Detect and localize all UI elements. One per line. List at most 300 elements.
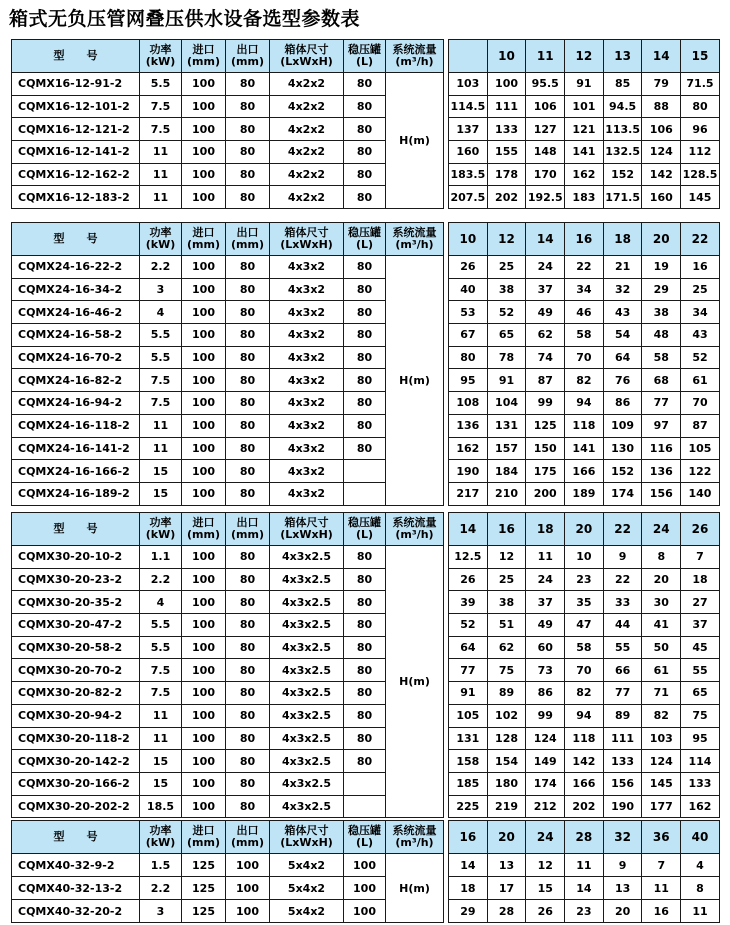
head-value: 43 xyxy=(681,324,720,347)
outlet-cell: 80 xyxy=(226,324,270,347)
outlet-cell: 80 xyxy=(226,659,270,682)
header-outlet: 出口 (mm) xyxy=(226,513,270,546)
inlet-cell: 100 xyxy=(182,95,226,118)
head-value: 141 xyxy=(565,437,604,460)
inlet-cell: 100 xyxy=(182,437,226,460)
head-value: 78 xyxy=(487,346,526,369)
power-cell: 15 xyxy=(140,460,182,483)
head-value: 75 xyxy=(487,659,526,682)
size-cell: 4x2x2 xyxy=(270,95,344,118)
tank-cell: 80 xyxy=(344,301,386,324)
table-row xyxy=(12,414,720,437)
head-value: 61 xyxy=(642,659,681,682)
table-row xyxy=(12,163,720,186)
head-value: 89 xyxy=(487,682,526,705)
head-value: 116 xyxy=(642,437,681,460)
head-value: 58 xyxy=(565,636,604,659)
head-value: 171.5 xyxy=(603,186,642,209)
head-value: 136 xyxy=(642,460,681,483)
size-cell: 4x3x2 xyxy=(270,460,344,483)
power-cell: 7.5 xyxy=(140,369,182,392)
head-value: 131 xyxy=(487,414,526,437)
header-tank: 稳压罐 (L) xyxy=(344,513,386,546)
head-value: 202 xyxy=(487,186,526,209)
outlet-cell: 80 xyxy=(226,118,270,141)
head-value: 162 xyxy=(681,795,720,818)
header-flow: 系统流量 (m³/h) xyxy=(386,40,444,73)
header-inlet: 进口 (mm) xyxy=(182,821,226,854)
head-value: 35 xyxy=(565,591,604,614)
header-model: 型 号 xyxy=(12,513,140,546)
size-cell: 5x4x2 xyxy=(270,877,344,900)
table-row xyxy=(12,704,720,727)
head-value: 170 xyxy=(526,163,565,186)
head-value: 75 xyxy=(681,704,720,727)
power-cell: 11 xyxy=(140,414,182,437)
size-cell: 4x3x2 xyxy=(270,278,344,301)
head-value: 127 xyxy=(526,118,565,141)
head-value: 145 xyxy=(642,772,681,795)
head-value: 106 xyxy=(642,118,681,141)
head-value: 114.5 xyxy=(449,95,488,118)
model-cell: CQMX40-32-9-2 xyxy=(12,854,140,877)
head-value: 85 xyxy=(603,73,642,96)
table-row xyxy=(12,636,720,659)
size-cell: 4x3x2.5 xyxy=(270,659,344,682)
head-value: 112 xyxy=(681,141,720,164)
head-value: 87 xyxy=(681,414,720,437)
tank-cell: 80 xyxy=(344,727,386,750)
tank-cell: 100 xyxy=(344,877,386,900)
head-value: 77 xyxy=(603,682,642,705)
table-row xyxy=(12,682,720,705)
head-value: 124 xyxy=(526,727,565,750)
head-value: 29 xyxy=(449,900,488,923)
inlet-cell: 100 xyxy=(182,704,226,727)
model-cell: CQMX16-12-91-2 xyxy=(12,73,140,96)
head-value: 207.5 xyxy=(449,186,488,209)
head-value: 91 xyxy=(449,682,488,705)
head-value: 41 xyxy=(642,614,681,637)
header-flow-value: 28 xyxy=(565,821,604,854)
table-row xyxy=(12,568,720,591)
head-value: 18 xyxy=(449,877,488,900)
head-value: 121 xyxy=(565,118,604,141)
head-value: 94.5 xyxy=(603,95,642,118)
head-value: 124 xyxy=(642,141,681,164)
table-row xyxy=(12,118,720,141)
power-cell: 11 xyxy=(140,704,182,727)
head-value: 70 xyxy=(681,392,720,415)
head-value: 17 xyxy=(487,877,526,900)
header-flow-value: 14 xyxy=(642,40,681,73)
power-cell: 15 xyxy=(140,772,182,795)
head-value: 12 xyxy=(526,854,565,877)
head-value: 190 xyxy=(603,795,642,818)
head-value: 130 xyxy=(603,437,642,460)
head-value: 111 xyxy=(487,95,526,118)
tank-cell xyxy=(344,795,386,818)
head-value: 26 xyxy=(449,256,488,279)
head-value: 133 xyxy=(603,750,642,773)
tank-cell: 80 xyxy=(344,118,386,141)
head-value: 37 xyxy=(681,614,720,637)
tank-cell: 80 xyxy=(344,186,386,209)
size-cell: 4x3x2.5 xyxy=(270,591,344,614)
model-cell: CQMX30-20-23-2 xyxy=(12,568,140,591)
head-value: 184 xyxy=(487,460,526,483)
model-cell: CQMX24-16-34-2 xyxy=(12,278,140,301)
model-cell: CQMX30-20-35-2 xyxy=(12,591,140,614)
head-value: 55 xyxy=(681,659,720,682)
head-value: 82 xyxy=(642,704,681,727)
model-cell: CQMX30-20-58-2 xyxy=(12,636,140,659)
spec-table-2 xyxy=(11,222,720,506)
outlet-cell: 80 xyxy=(226,460,270,483)
head-value: 11 xyxy=(681,900,720,923)
inlet-cell: 100 xyxy=(182,750,226,773)
head-value: 183.5 xyxy=(449,163,488,186)
head-value: 23 xyxy=(565,568,604,591)
model-cell: CQMX16-12-121-2 xyxy=(12,118,140,141)
header-flow-value: 20 xyxy=(487,821,526,854)
head-value: 58 xyxy=(642,346,681,369)
table-row xyxy=(12,614,720,637)
head-value: 7 xyxy=(642,854,681,877)
head-value: 37 xyxy=(526,591,565,614)
power-cell: 7.5 xyxy=(140,682,182,705)
head-value: 225 xyxy=(449,795,488,818)
outlet-cell: 80 xyxy=(226,772,270,795)
head-value: 16 xyxy=(681,256,720,279)
outlet-cell: 80 xyxy=(226,95,270,118)
outlet-cell: 80 xyxy=(226,186,270,209)
head-value: 38 xyxy=(487,591,526,614)
head-value: 122 xyxy=(681,460,720,483)
outlet-cell: 80 xyxy=(226,614,270,637)
size-cell: 5x4x2 xyxy=(270,900,344,923)
tank-cell: 80 xyxy=(344,392,386,415)
header-flow-value: 14 xyxy=(526,223,565,256)
outlet-cell: 80 xyxy=(226,704,270,727)
header-flow-value: 10 xyxy=(449,223,488,256)
outlet-cell: 80 xyxy=(226,636,270,659)
head-value: 114 xyxy=(681,750,720,773)
head-value: 94 xyxy=(565,704,604,727)
head-value: 89 xyxy=(603,704,642,727)
head-value: 48 xyxy=(642,324,681,347)
inlet-cell: 100 xyxy=(182,73,226,96)
head-value: 12 xyxy=(487,546,526,569)
size-cell: 4x3x2 xyxy=(270,301,344,324)
tank-cell: 80 xyxy=(344,636,386,659)
head-value: 13 xyxy=(487,854,526,877)
tank-cell: 80 xyxy=(344,324,386,347)
head-value: 105 xyxy=(681,437,720,460)
table-row xyxy=(12,460,720,483)
size-cell: 4x3x2.5 xyxy=(270,795,344,818)
head-value: 26 xyxy=(526,900,565,923)
header-power: 功率 (kW) xyxy=(140,513,182,546)
inlet-cell: 100 xyxy=(182,186,226,209)
head-value: 14 xyxy=(565,877,604,900)
model-cell: CQMX24-16-46-2 xyxy=(12,301,140,324)
head-value: 180 xyxy=(487,772,526,795)
header-flow-value: 22 xyxy=(603,513,642,546)
size-cell: 4x3x2 xyxy=(270,414,344,437)
head-value: 202 xyxy=(565,795,604,818)
inlet-cell: 100 xyxy=(182,118,226,141)
model-cell: CQMX30-20-142-2 xyxy=(12,750,140,773)
head-value: 51 xyxy=(487,614,526,637)
inlet-cell: 100 xyxy=(182,163,226,186)
header-flow-value: 11 xyxy=(526,40,565,73)
head-value: 109 xyxy=(603,414,642,437)
head-value: 108 xyxy=(449,392,488,415)
head-value: 157 xyxy=(487,437,526,460)
inlet-cell: 100 xyxy=(182,636,226,659)
header-flow-value: 20 xyxy=(642,223,681,256)
head-value: 43 xyxy=(603,301,642,324)
head-value: 160 xyxy=(449,141,488,164)
header-model: 型 号 xyxy=(12,821,140,854)
head-value: 64 xyxy=(449,636,488,659)
head-value: 52 xyxy=(681,346,720,369)
table-row xyxy=(12,772,720,795)
model-cell: CQMX24-16-94-2 xyxy=(12,392,140,415)
size-cell: 4x2x2 xyxy=(270,141,344,164)
tank-cell: 80 xyxy=(344,278,386,301)
head-value: 66 xyxy=(603,659,642,682)
model-cell: CQMX16-12-183-2 xyxy=(12,186,140,209)
model-cell: CQMX30-20-70-2 xyxy=(12,659,140,682)
table-row xyxy=(12,369,720,392)
header-outlet: 出口 (mm) xyxy=(226,223,270,256)
head-value: 133 xyxy=(681,772,720,795)
head-value: 91 xyxy=(487,369,526,392)
head-value: 128 xyxy=(487,727,526,750)
head-value: 65 xyxy=(487,324,526,347)
power-cell: 3 xyxy=(140,900,182,923)
size-cell: 4x3x2.5 xyxy=(270,614,344,637)
head-value: 162 xyxy=(565,163,604,186)
header-flow-value: 16 xyxy=(565,223,604,256)
header-inlet: 进口 (mm) xyxy=(182,513,226,546)
head-value: 174 xyxy=(603,482,642,505)
head-value: 150 xyxy=(526,437,565,460)
head-value: 210 xyxy=(487,482,526,505)
table-row xyxy=(12,186,720,209)
power-cell: 15 xyxy=(140,750,182,773)
tank-cell: 80 xyxy=(344,369,386,392)
table-row xyxy=(12,301,720,324)
head-value: 53 xyxy=(449,301,488,324)
header-size: 箱体尺寸 (LxWxH) xyxy=(270,513,344,546)
head-value: 82 xyxy=(565,682,604,705)
head-value: 44 xyxy=(603,614,642,637)
header-inlet: 进口 (mm) xyxy=(182,223,226,256)
head-value: 38 xyxy=(487,278,526,301)
head-value: 88 xyxy=(642,95,681,118)
tank-cell: 80 xyxy=(344,346,386,369)
head-value: 140 xyxy=(681,482,720,505)
head-value: 4 xyxy=(681,854,720,877)
inlet-cell: 100 xyxy=(182,346,226,369)
head-value: 37 xyxy=(526,278,565,301)
head-value: 91 xyxy=(565,73,604,96)
head-value: 142 xyxy=(565,750,604,773)
size-cell: 4x3x2 xyxy=(270,437,344,460)
inlet-cell: 125 xyxy=(182,900,226,923)
model-cell: CQMX30-20-10-2 xyxy=(12,546,140,569)
head-value: 80 xyxy=(449,346,488,369)
head-value: 118 xyxy=(565,727,604,750)
head-value: 152 xyxy=(603,163,642,186)
header-flow-value xyxy=(449,40,488,73)
head-value: 49 xyxy=(526,301,565,324)
size-cell: 4x3x2.5 xyxy=(270,727,344,750)
inlet-cell: 100 xyxy=(182,546,226,569)
head-value: 25 xyxy=(487,568,526,591)
header-model: 型 号 xyxy=(12,223,140,256)
head-value: 71.5 xyxy=(681,73,720,96)
outlet-cell: 80 xyxy=(226,750,270,773)
tank-cell xyxy=(344,772,386,795)
inlet-cell: 100 xyxy=(182,460,226,483)
size-cell: 4x3x2.5 xyxy=(270,750,344,773)
head-value: 162 xyxy=(449,437,488,460)
head-value: 50 xyxy=(642,636,681,659)
head-value: 11 xyxy=(642,877,681,900)
header-flow-value: 40 xyxy=(681,821,720,854)
head-value: 55 xyxy=(603,636,642,659)
header-power: 功率 (kW) xyxy=(140,40,182,73)
power-cell: 18.5 xyxy=(140,795,182,818)
head-value: 13 xyxy=(603,877,642,900)
power-cell: 4 xyxy=(140,591,182,614)
head-value: 25 xyxy=(487,256,526,279)
model-cell: CQMX24-16-189-2 xyxy=(12,482,140,505)
header-inlet: 进口 (mm) xyxy=(182,40,226,73)
head-value: 175 xyxy=(526,460,565,483)
head-value: 192.5 xyxy=(526,186,565,209)
head-value: 68 xyxy=(642,369,681,392)
outlet-cell: 80 xyxy=(226,727,270,750)
head-value: 70 xyxy=(565,659,604,682)
power-cell: 1.1 xyxy=(140,546,182,569)
table-row xyxy=(12,256,720,279)
outlet-cell: 80 xyxy=(226,546,270,569)
tank-cell: 80 xyxy=(344,546,386,569)
head-value: 105 xyxy=(449,704,488,727)
header-flow-value: 10 xyxy=(487,40,526,73)
inlet-cell: 100 xyxy=(182,141,226,164)
header-flow-value: 24 xyxy=(526,821,565,854)
table-row xyxy=(12,324,720,347)
inlet-cell: 100 xyxy=(182,795,226,818)
outlet-cell: 80 xyxy=(226,392,270,415)
table-row xyxy=(12,591,720,614)
outlet-cell: 80 xyxy=(226,141,270,164)
head-value: 70 xyxy=(565,346,604,369)
table-row xyxy=(12,141,720,164)
head-value: 26 xyxy=(449,568,488,591)
header-size: 箱体尺寸 (LxWxH) xyxy=(270,821,344,854)
tank-cell: 80 xyxy=(344,437,386,460)
size-cell: 4x3x2.5 xyxy=(270,682,344,705)
head-value: 24 xyxy=(526,256,565,279)
head-value: 18 xyxy=(681,568,720,591)
head-value: 14 xyxy=(449,854,488,877)
head-value: 95 xyxy=(681,727,720,750)
head-value: 106 xyxy=(526,95,565,118)
power-cell: 1.5 xyxy=(140,854,182,877)
tank-cell: 80 xyxy=(344,95,386,118)
inlet-cell: 100 xyxy=(182,278,226,301)
head-value: 22 xyxy=(565,256,604,279)
head-value: 118 xyxy=(565,414,604,437)
power-cell: 3 xyxy=(140,278,182,301)
table-row xyxy=(12,278,720,301)
header-flow-value: 12 xyxy=(487,223,526,256)
header-outlet: 出口 (mm) xyxy=(226,40,270,73)
power-cell: 2.2 xyxy=(140,877,182,900)
head-value: 96 xyxy=(681,118,720,141)
head-value: 124 xyxy=(642,750,681,773)
head-value: 76 xyxy=(603,369,642,392)
head-value: 86 xyxy=(526,682,565,705)
table-row xyxy=(12,437,720,460)
power-cell: 5.5 xyxy=(140,614,182,637)
inlet-cell: 100 xyxy=(182,614,226,637)
head-label: H(m) xyxy=(386,73,444,209)
table-row xyxy=(12,854,720,877)
header-size: 箱体尺寸 (LxWxH) xyxy=(270,223,344,256)
header-flow-value: 26 xyxy=(681,513,720,546)
head-value: 113.5 xyxy=(603,118,642,141)
head-value: 177 xyxy=(642,795,681,818)
head-value: 52 xyxy=(487,301,526,324)
model-cell: CQMX30-20-94-2 xyxy=(12,704,140,727)
head-value: 62 xyxy=(487,636,526,659)
model-cell: CQMX24-16-141-2 xyxy=(12,437,140,460)
head-value: 99 xyxy=(526,392,565,415)
tank-cell: 100 xyxy=(344,854,386,877)
header-flow: 系统流量 (m³/h) xyxy=(386,513,444,546)
head-value: 79 xyxy=(642,73,681,96)
inlet-cell: 100 xyxy=(182,727,226,750)
inlet-cell: 100 xyxy=(182,682,226,705)
head-value: 189 xyxy=(565,482,604,505)
outlet-cell: 100 xyxy=(226,877,270,900)
header-flow-value: 36 xyxy=(642,821,681,854)
head-value: 154 xyxy=(487,750,526,773)
power-cell: 7.5 xyxy=(140,659,182,682)
header-tank: 稳压罐 (L) xyxy=(344,223,386,256)
head-value: 9 xyxy=(603,854,642,877)
head-value: 62 xyxy=(526,324,565,347)
model-cell: CQMX30-20-47-2 xyxy=(12,614,140,637)
page-title: 箱式无负压管网叠压供水设备选型参数表 xyxy=(9,8,361,30)
head-value: 190 xyxy=(449,460,488,483)
outlet-cell: 80 xyxy=(226,346,270,369)
head-value: 97 xyxy=(642,414,681,437)
size-cell: 5x4x2 xyxy=(270,854,344,877)
size-cell: 4x2x2 xyxy=(270,186,344,209)
head-label: H(m) xyxy=(386,256,444,506)
head-value: 125 xyxy=(526,414,565,437)
power-cell: 7.5 xyxy=(140,392,182,415)
